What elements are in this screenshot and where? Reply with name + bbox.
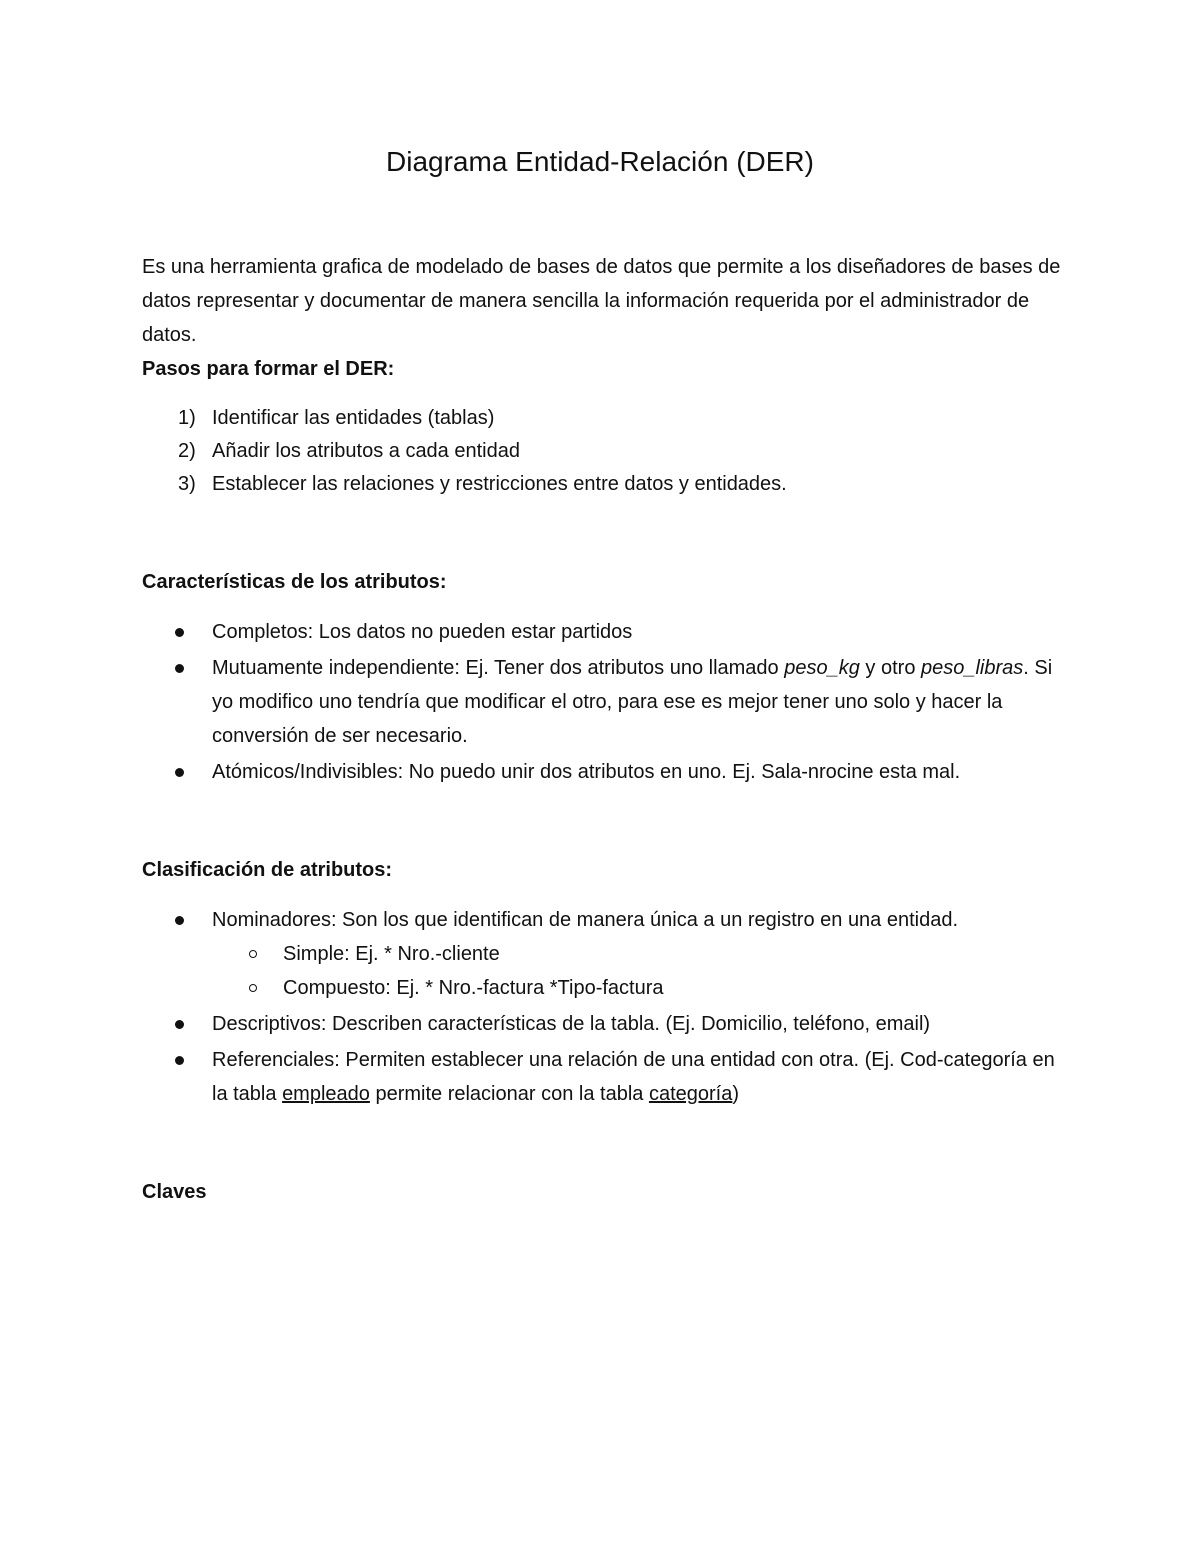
bullet-icon bbox=[175, 768, 184, 777]
empleado-term: empleado bbox=[282, 1083, 370, 1105]
steps-heading: Pasos para formar el DER: bbox=[142, 358, 395, 380]
referenciales-text-1: Referenciales: Permiten establecer una relación de una entidad con otra. (Ej. Cod-categoría en la tabla bbox=[212, 1049, 1055, 1105]
list-item bbox=[142, 615, 1062, 649]
bullet-icon bbox=[175, 628, 184, 637]
list-item bbox=[142, 402, 1062, 435]
mutuamente-text-2: y otro bbox=[859, 657, 921, 679]
caracteristicas-heading: Características de los atributos: bbox=[142, 571, 447, 593]
list-item bbox=[142, 1007, 1062, 1041]
list-item bbox=[142, 651, 1062, 753]
steps-list bbox=[142, 402, 1062, 501]
hollow-bullet-icon bbox=[249, 984, 257, 992]
nominadores-text: Nominadores: Son los que identifican de manera única a un registro en una entidad. bbox=[212, 909, 959, 931]
categoria-term: categoría bbox=[648, 1083, 733, 1105]
nominadores-sublist bbox=[212, 937, 1062, 1005]
mutuamente-text-3: . Si yo modifico uno tendría que modificar el otro, para ese es mejor tener uno solo y hacer la conversión de ser necesario. bbox=[212, 657, 1053, 747]
step-number: 2) bbox=[178, 440, 196, 462]
intro-paragraph: Es una herramienta grafica de modelado de bases de datos que permite a los diseñadores de bases de datos representar y documentar de manera sencilla la información requerida por el administrador de datos. bbox=[142, 256, 1061, 346]
list-item bbox=[142, 468, 1062, 501]
caracteristicas-list bbox=[142, 615, 1062, 789]
peso-libras-term: peso_libras bbox=[921, 657, 1024, 679]
peso-kg-term: peso_kg bbox=[784, 657, 860, 679]
clasificacion-list bbox=[142, 903, 1062, 1111]
list-item bbox=[142, 1043, 1062, 1111]
bullet-icon bbox=[175, 664, 184, 673]
document-body bbox=[142, 250, 1062, 1225]
step-text: Añadir los atributos a cada entidad bbox=[212, 440, 520, 462]
list-item bbox=[142, 755, 1062, 789]
referenciales-text-3: ) bbox=[732, 1083, 740, 1105]
page-title: Diagrama Entidad-Relación (DER) bbox=[386, 146, 814, 177]
step-number: 1) bbox=[178, 407, 196, 429]
step-number: 3) bbox=[178, 473, 196, 495]
bullet-icon bbox=[175, 1056, 184, 1065]
list-item bbox=[212, 937, 1062, 971]
compuesto-text: Compuesto: Ej. * Nro.-factura *Tipo-factura bbox=[283, 977, 664, 999]
bullet-icon bbox=[175, 916, 184, 925]
clasificacion-heading: Clasificación de atributos: bbox=[142, 859, 393, 881]
mutuamente-text-1: Mutuamente independiente: Ej. Tener dos atributos uno llamado bbox=[212, 657, 785, 679]
completos-text: Completos: Los datos no pueden estar partidos bbox=[212, 621, 633, 643]
list-item bbox=[142, 903, 1062, 1005]
step-text: Establecer las relaciones y restricciones entre datos y entidades. bbox=[212, 473, 787, 495]
bullet-icon bbox=[175, 1020, 184, 1029]
descriptivos-text: Descriptivos: Describen características de la tabla. (Ej. Domicilio, teléfono, email) bbox=[212, 1013, 931, 1035]
atomicos-text: Atómicos/Indivisibles: No puedo unir dos atributos en uno. Ej. Sala-nrocine esta mal. bbox=[212, 761, 961, 783]
simple-text: Simple: Ej. * Nro.-cliente bbox=[283, 943, 500, 965]
claves-heading: Claves bbox=[142, 1181, 207, 1203]
step-text: Identificar las entidades (tablas) bbox=[212, 407, 495, 429]
list-item bbox=[142, 435, 1062, 468]
list-item bbox=[212, 971, 1062, 1005]
referenciales-text-2: permite relacionar con la tabla bbox=[369, 1083, 649, 1105]
hollow-bullet-icon bbox=[249, 950, 257, 958]
